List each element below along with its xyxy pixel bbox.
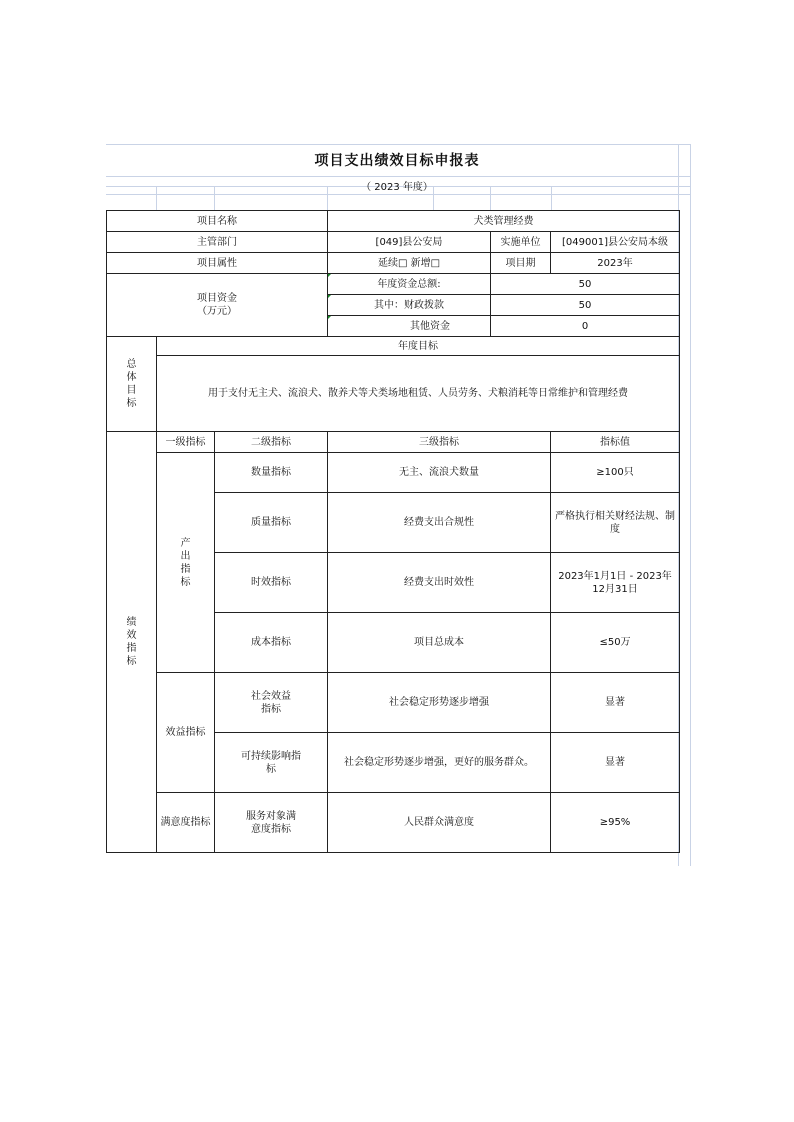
period-label: 项目期 [491, 253, 551, 274]
value-cell: 显著 [551, 673, 680, 733]
table-row [107, 793, 680, 853]
cell-marker-icon [328, 274, 331, 277]
level2-cell [215, 793, 328, 853]
row-project-name [107, 211, 680, 232]
value-cell: ≤50万 [551, 613, 680, 673]
row-annual-goal-text [107, 356, 680, 432]
level2-cell: 质量指标 [215, 493, 328, 553]
level3-cell: 项目总成本 [328, 613, 551, 673]
header-level2: 二级指标 [215, 432, 328, 453]
period-value: 2023年 [551, 253, 680, 274]
cell-marker-icon [328, 295, 331, 298]
level3-cell: 经费支出合规性 [328, 493, 551, 553]
annual-goal-label: 年度目标 [157, 337, 680, 356]
level2-cell [215, 673, 328, 733]
performance-form-table [106, 210, 680, 853]
output-indicator-label [157, 453, 215, 673]
attr-value: 延续□ 新增□ [328, 253, 491, 274]
level3-cell: 无主、流浪犬数量 [328, 453, 551, 493]
level3-cell: 经费支出时效性 [328, 553, 551, 613]
funds-other-value: 0 [491, 316, 680, 337]
benefit-indicator-label: 效益指标 [157, 673, 215, 793]
impl-unit-label: 实施单位 [491, 232, 551, 253]
funds-label-line1: 项目资金 [197, 293, 237, 304]
value-cell: 严格执行相关财经法规、制度 [551, 493, 680, 553]
year-line: （ 2023 年度） [361, 182, 433, 193]
funds-total-label: 年度资金总额: [328, 274, 491, 295]
row-indicator-headers [107, 432, 680, 453]
overall-goal-text: 总体目标 [126, 359, 137, 409]
row-department [107, 232, 680, 253]
header-value: 指标值 [551, 432, 680, 453]
level2-text: 服务对象满意度指标 [246, 810, 296, 835]
output-indicator-text: 产出指标 [180, 537, 191, 588]
annual-goal-text: 用于支付无主犬、流浪犬、散养犬等犬类场地租赁、人员劳务、犬粮消耗等日常维护和管理经费 [157, 356, 680, 432]
perf-section-label [107, 432, 157, 853]
funds-other-label: 其他资金 [328, 316, 491, 337]
cell-marker-icon [328, 316, 331, 319]
value-cell: 2023年1月1日 - 2023年12月31日 [551, 553, 680, 613]
project-name-value: 犬类管理经费 [328, 211, 680, 232]
level2-cell: 时效指标 [215, 553, 328, 613]
level2-text: 社会效益指标 [251, 690, 291, 715]
header-level1: 一级指标 [157, 432, 215, 453]
impl-unit-value: [049001]县公安局本级 [551, 232, 680, 253]
level3-cell: 社会稳定形势逐步增强，更好的服务群众。 [328, 733, 551, 793]
row-annual-goal-header [107, 337, 680, 356]
perf-section-text: 绩效指标 [126, 617, 137, 667]
page-title: 项目支出绩效目标申报表 [314, 153, 480, 169]
funds-total-value: 50 [491, 274, 680, 295]
level2-cell [215, 733, 328, 793]
level3-cell: 社会稳定形势逐步增强 [328, 673, 551, 733]
funds-label-line2: （万元） [197, 306, 237, 317]
dept-label: 主管部门 [107, 232, 328, 253]
level2-text: 可持续影响指标 [241, 750, 301, 775]
level3-cell: 人民群众满意度 [328, 793, 551, 853]
funds-fiscal-label: 其中：财政拨款 [328, 295, 491, 316]
dept-value: [049]县公安局 [328, 232, 491, 253]
funds-fiscal-value: 50 [491, 295, 680, 316]
row-funds-total [107, 274, 680, 295]
table-row [107, 453, 680, 493]
value-cell: ≥100只 [551, 453, 680, 493]
overall-goal-label [107, 337, 157, 432]
project-name-label: 项目名称 [107, 211, 328, 232]
table-row [107, 673, 680, 733]
satisfaction-indicator-label: 满意度指标 [157, 793, 215, 853]
funds-label [107, 274, 328, 337]
level2-cell: 数量指标 [215, 453, 328, 493]
header-level3: 三级指标 [328, 432, 551, 453]
row-attribute [107, 253, 680, 274]
attr-label: 项目属性 [107, 253, 328, 274]
value-cell: ≥95% [551, 793, 680, 853]
value-cell: 显著 [551, 733, 680, 793]
level2-cell: 成本指标 [215, 613, 328, 673]
